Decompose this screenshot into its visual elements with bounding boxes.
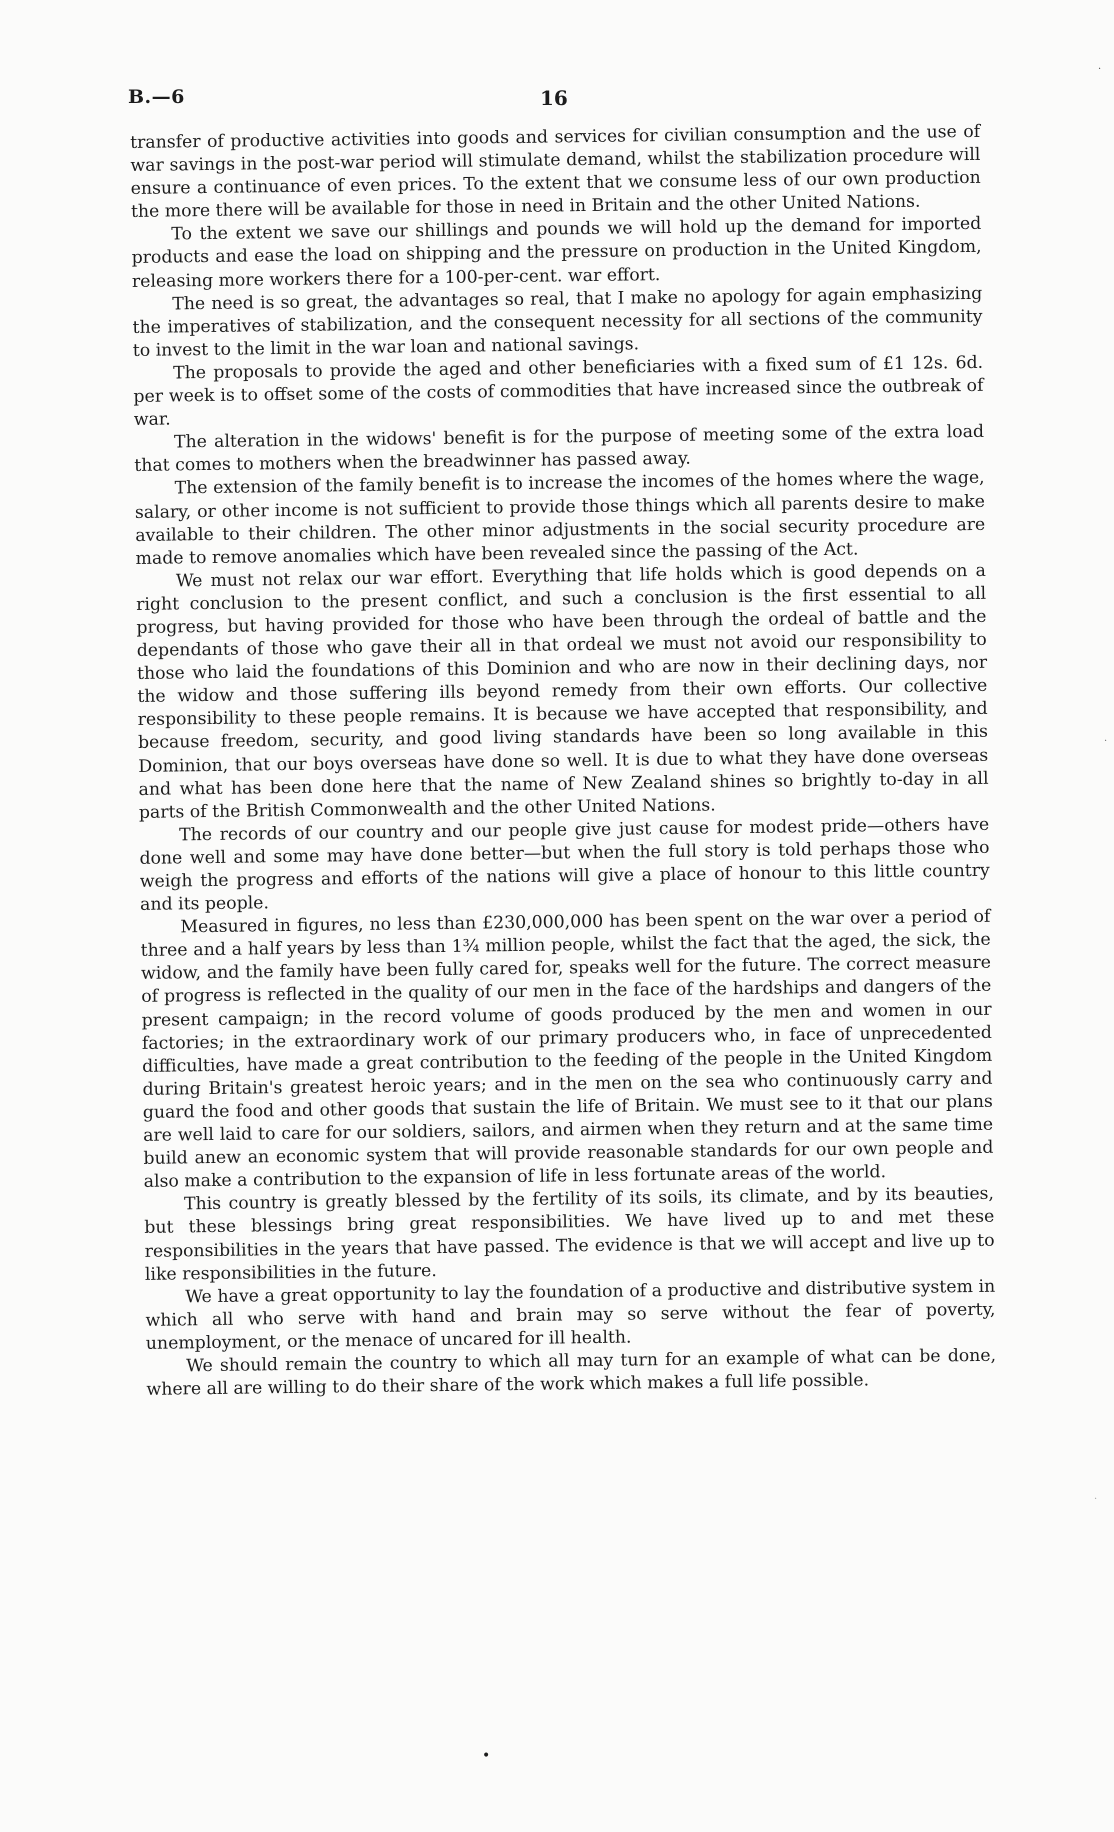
paragraph-4: The proposals to provide the aged and other beneficiaries with a fixed sum of £1 12s. 6d. per week is to offset some of the costs of commodities that have increased since the outbreak of war. [133, 352, 984, 431]
paragraph-6: The extension of the family benefit is to increase the incomes of the homes where the wage, salary, or other income is not sufficient to provide those things which all parents desire to make available to their children. The other minor adjustments in the social security procedure are made to remove anomalies which have been revealed since the passing of the Act. [134, 468, 986, 569]
paragraph-3: The need is so great, the advantages so real, that I make no apology for again emphasizing the imperatives of stabilization, and the consequent necessity for all sections of the community to invest to the limit in the war loan and national savings. [132, 283, 983, 361]
margin-speck: · [1094, 1494, 1098, 1505]
paragraph-5: The alteration in the widows' benefit is for the purpose of meeting some of the extra load that comes to mothers when the breadwinner has passed away. [134, 422, 985, 477]
body-text [130, 121, 997, 1402]
paragraph-10: This country is greatly blessed by the fertility of its soils, its climate, and by its beauties, but these blessings bring great responsibilities. We have lived up to and met these responsibilities in the years that have passed. The evidence is that we will accept and live up to like responsibilities in the future. [144, 1184, 995, 1285]
paragraph-11: We have a great opportunity to lay the foundation of a productive and distributive system in which all who serve with hand and brain may so serve without the fear of poverty, unemployment, or the menace of uncared for ill health. [145, 1276, 996, 1354]
margin-speck: · [1104, 736, 1108, 747]
paragraph-8: The records of our country and our people give just cause for modest pride—others have done well and some may have done better—but when the full story is told perhaps those who weigh the progress and efforts of the nations will give a place of honour to this little country and its people. [139, 814, 990, 916]
page-header [128, 86, 978, 114]
page-number: 16 [540, 86, 568, 110]
paragraph-2: To the extent we save our shillings and pounds we will hold up the demand for imported products and ease the load on shipping and the pressure on production in the United Kingdom, releasing more workers there for a 100-per-cent. war effort. [131, 214, 982, 292]
margin-speck: · [1098, 64, 1102, 75]
end-mark-dot: • [482, 1748, 491, 1764]
paragraph-7: We must not relax our war effort. Everything that life holds which is good depends on a right conclusion to the present conflict, and such a conclusion is the first essential to all progress, but having provided for those who have been through the ordeal of battle and the dependants of those who gave their all in that ordeal we must not avoid our responsibility to those who laid the foundations of this Dominion and who are now in their declining days, nor the widow and those suffering ills beyond remedy from their own efforts. Our collective responsibility to these people remains. It is because we have accepted that responsibility, and because freedom, security, and good living standards have been so long available in this Dominion, that our boys overseas have done so well. It is due to what they have done overseas and what has been done here that the name of New Zealand shines so brightly to-day in all parts of the British Commonwealth and the other United Nations. [136, 560, 989, 823]
paragraph-1: transfer of productive activities into goods and services for civilian consumption and the use of war savings in the post-war period will stimulate demand, whilst the stabilization procedure will ensure a continuance of even prices. To the extent that we consume less of our own production the more there will be available for those in need in Britain and the other United Nations. [130, 121, 981, 223]
paragraph-12: We should remain the country to which all may turn for an example of what can be done, where all are willing to do their share of the work which makes a full life possible. [146, 1345, 997, 1400]
paragraph-9: Measured in figures, no less than £230,000,000 has been spent on the war over a period of three and a half years by less than 1¾ million people, whilst the fact that the aged, the sick, the widow, and the family have been fully cared for, speaks well for the future. The correct measure of progress is reflected in the quality of our men in the face of the hardships and dangers of the present campaign; in the record volume of goods produced by the men and women in our factories; in the extraordinary work of our primary producers who, in face of unprecedented difficulties, have made a great contribution to the feeding of the people in the United Kingdom during Britain's greatest heroic years; and in the men on the sea who continuously carry and guard the food and other goods that sustain the life of Britain. We must see to it that our plans are well laid to care for our soldiers, sailors, and airmen when they return and at the same time build anew an economic system that will provide reasonable standards for our own people and also make a contribution to the expansion of life in less fortunate areas of the world. [140, 906, 994, 1193]
document-reference: B.—6 [128, 86, 185, 108]
